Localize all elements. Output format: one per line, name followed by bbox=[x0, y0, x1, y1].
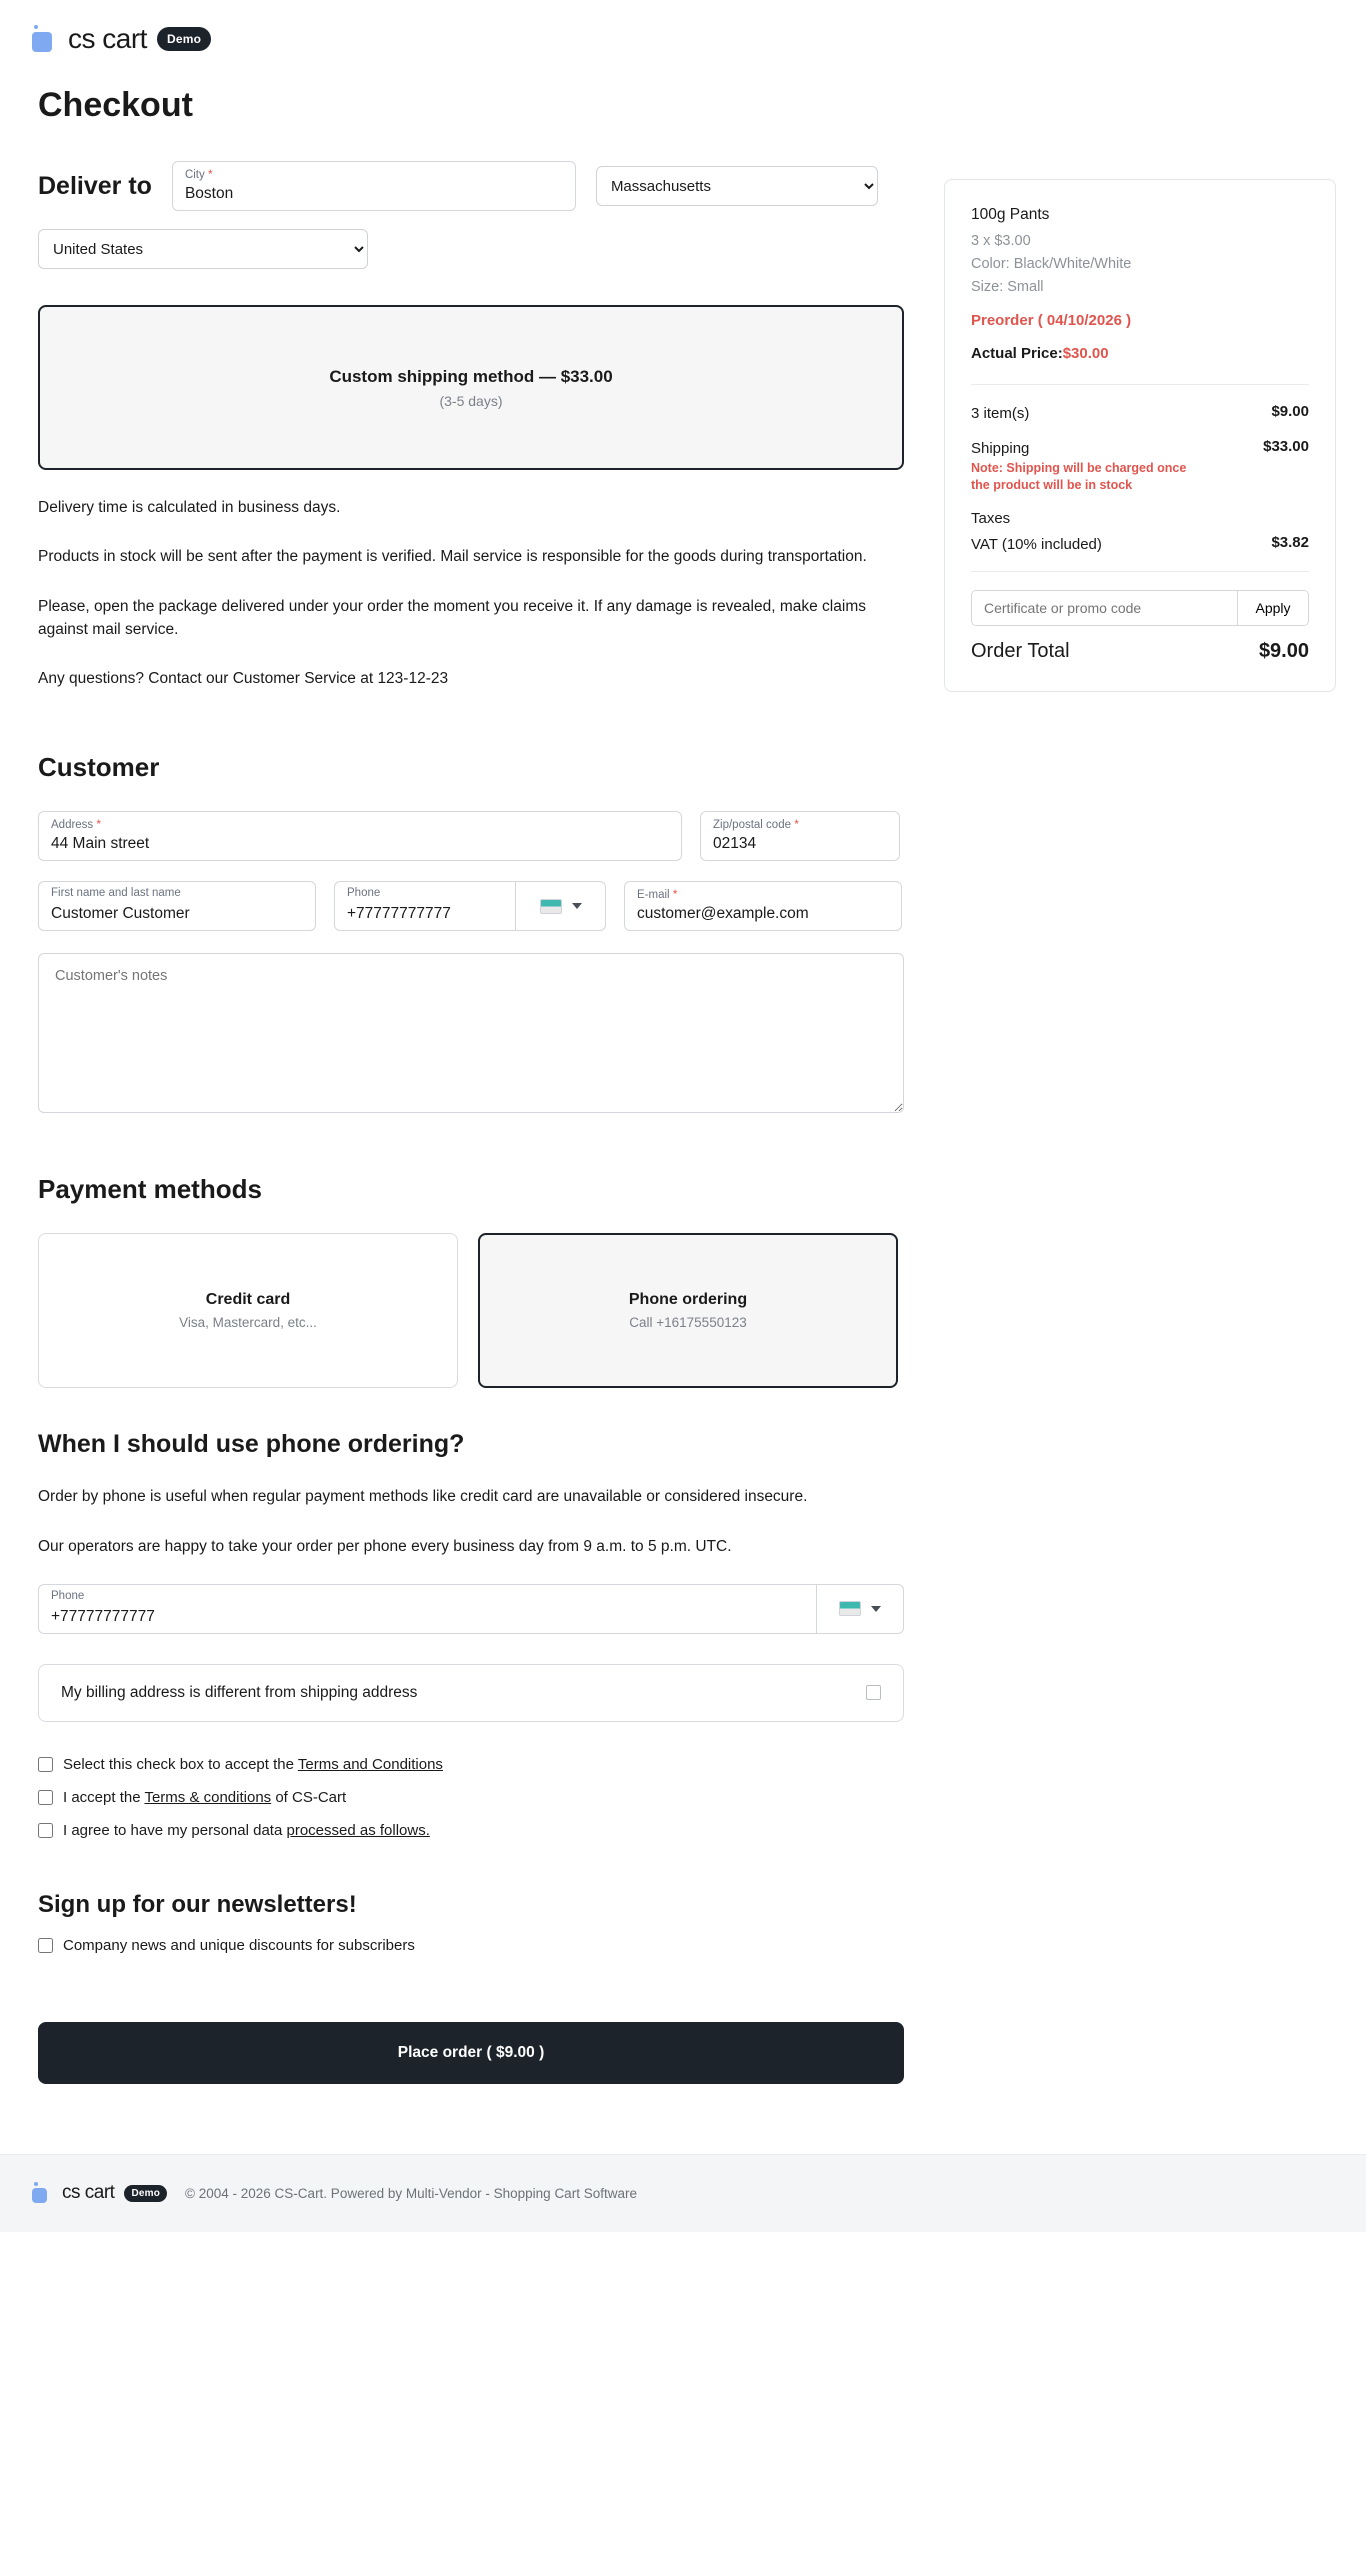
newsletter-options bbox=[38, 1937, 904, 1954]
address-label: Address * bbox=[51, 817, 102, 832]
payment-method-phone-ordering[interactable] bbox=[478, 1233, 898, 1388]
summary-preorder-badge: Preorder ( 04/10/2026 ) bbox=[971, 311, 1132, 329]
site-footer bbox=[0, 2154, 1366, 2232]
order-summary-card bbox=[944, 179, 1336, 692]
summary-product-size: Size: Small bbox=[971, 279, 1044, 296]
deliver-to-row bbox=[32, 161, 904, 211]
footer-demo-badge: Demo bbox=[124, 2185, 167, 2202]
name-input[interactable] bbox=[51, 905, 303, 923]
phone-field[interactable] bbox=[334, 881, 516, 931]
promo-code-row bbox=[971, 590, 1309, 626]
terms-conditions-link[interactable]: Terms & conditions bbox=[144, 1788, 272, 1806]
checkout-page bbox=[0, 86, 1366, 2084]
summary-divider-2 bbox=[971, 571, 1309, 572]
summary-total-label: Order Total bbox=[971, 640, 1070, 663]
summary-shipping-line bbox=[971, 438, 1309, 494]
summary-total-row bbox=[971, 640, 1309, 663]
shipping-method-card[interactable] bbox=[38, 305, 904, 470]
processed-as-follows-link[interactable]: processed as follows. bbox=[286, 1821, 430, 1839]
billing-address-toggle[interactable] bbox=[38, 1664, 904, 1722]
email-field[interactable] bbox=[624, 881, 902, 931]
agreement-text: I agree to have my personal data processed as follows. bbox=[63, 1821, 430, 1839]
payment-method-name: Credit card bbox=[205, 1291, 291, 1309]
newsletter-checkbox[interactable] bbox=[38, 1938, 53, 1953]
summary-items-label: 3 item(s) bbox=[971, 404, 1030, 422]
payment-method-credit-card[interactable] bbox=[38, 1233, 458, 1388]
summary-product-name: 100g Pants bbox=[971, 206, 1050, 223]
shipping-note-4: Any questions? Contact our Customer Service at 123-12-23 bbox=[38, 670, 449, 687]
customer-row-2 bbox=[38, 881, 904, 931]
address-field[interactable] bbox=[38, 811, 682, 861]
summary-shipping-block bbox=[971, 438, 1201, 494]
payment-phone-row bbox=[38, 1584, 904, 1634]
chevron-down-icon bbox=[572, 903, 582, 909]
billing-address-label: My billing address is different from shipping address bbox=[61, 1683, 418, 1701]
payment-phone-label: Phone bbox=[51, 1589, 85, 1602]
phone-input[interactable] bbox=[347, 905, 503, 923]
flag-icon bbox=[540, 899, 562, 914]
summary-shipping-label: Shipping bbox=[971, 440, 1030, 458]
brand-logo[interactable] bbox=[32, 23, 211, 55]
shipping-method-eta: (3-5 days) bbox=[439, 392, 503, 409]
apply-promo-button[interactable]: Apply bbox=[1237, 590, 1309, 626]
newsletter-option-label: Company news and unique discounts for subscribers bbox=[63, 1936, 415, 1954]
logo-square-icon bbox=[32, 26, 58, 52]
terms-and-conditions-link[interactable]: Terms and Conditions bbox=[297, 1755, 443, 1773]
summary-product-color: Color: Black/White/White bbox=[971, 256, 1132, 273]
name-field[interactable] bbox=[38, 881, 316, 931]
agreement-checkbox[interactable] bbox=[38, 1790, 53, 1805]
checkout-main-column bbox=[32, 161, 904, 2084]
shipping-note-1: Delivery time is calculated in business days. bbox=[38, 499, 341, 516]
summary-actual-price: Actual Price:$30.00 bbox=[971, 344, 1109, 362]
summary-shipping-note: Note: Shipping will be charged once the product will be in stock bbox=[971, 461, 1187, 492]
email-label: E-mail * bbox=[637, 887, 678, 902]
summary-taxes-label: Taxes bbox=[971, 509, 1011, 527]
summary-vat-line bbox=[971, 534, 1309, 556]
chevron-down-icon bbox=[871, 1606, 881, 1612]
site-header bbox=[0, 0, 1366, 78]
address-input[interactable] bbox=[51, 835, 669, 853]
payment-method-name: Phone ordering bbox=[628, 1291, 748, 1309]
agreement-terms-and-conditions[interactable] bbox=[38, 1756, 904, 1773]
summary-items-line bbox=[971, 403, 1309, 425]
agreement-cs-cart-terms[interactable] bbox=[38, 1789, 904, 1806]
billing-address-checkbox[interactable] bbox=[866, 1685, 881, 1700]
shipping-note-2: Products in stock will be sent after the payment is verified. Mail service is responsible for the goods during transportation. bbox=[38, 548, 867, 566]
logo-square-icon bbox=[32, 2183, 52, 2203]
agreement-personal-data[interactable] bbox=[38, 1822, 904, 1839]
agreement-text: Select this check box to accept the Terms and Conditions bbox=[63, 1755, 443, 1773]
summary-total-value: $9.00 bbox=[1258, 640, 1309, 663]
state-select[interactable] bbox=[596, 166, 878, 206]
footer-logo[interactable] bbox=[32, 2182, 167, 2204]
phone-ordering-paragraph-1: Order by phone is useful when regular payment methods like credit card are unavailable or considered insecure. bbox=[38, 1488, 808, 1506]
summary-vat-label: VAT (10% included) bbox=[971, 535, 1102, 553]
footer-brand-name: cs cart bbox=[62, 2182, 115, 2204]
zip-label: Zip/postal code * bbox=[713, 817, 799, 832]
phone-ordering-paragraph-2: Our operators are happy to take your order per phone every business day from 9 a.m. to 5 p.m. UTC. bbox=[38, 1537, 732, 1555]
brand-name: cs cart bbox=[68, 23, 147, 54]
order-summary-column bbox=[944, 161, 1336, 692]
phone-group bbox=[334, 881, 606, 931]
summary-shipping-value: $33.00 bbox=[1263, 438, 1309, 456]
newsletter-option[interactable] bbox=[38, 1937, 904, 1954]
summary-vat-value: $3.82 bbox=[1271, 533, 1309, 551]
city-field[interactable] bbox=[172, 161, 576, 211]
agreement-text: I accept the Terms & conditions of CS-Cart bbox=[63, 1788, 347, 1806]
demo-badge: Demo bbox=[157, 27, 211, 51]
page-title: Checkout bbox=[38, 86, 193, 124]
promo-code-input[interactable] bbox=[971, 590, 1237, 626]
customer-section-title: Customer bbox=[38, 752, 160, 783]
payment-methods-row bbox=[38, 1233, 904, 1388]
city-input[interactable] bbox=[185, 185, 563, 203]
phone-label: Phone bbox=[347, 887, 381, 900]
name-label: First name and last name bbox=[51, 887, 181, 900]
email-input[interactable] bbox=[637, 905, 889, 923]
country-select[interactable] bbox=[38, 229, 368, 269]
summary-product-qty-price: 3 x $3.00 bbox=[971, 233, 1031, 249]
payment-method-sub: Visa, Mastercard, etc... bbox=[179, 1315, 317, 1331]
payment-section-title: Payment methods bbox=[38, 1174, 262, 1205]
newsletter-title: Sign up for our newsletters! bbox=[38, 1890, 357, 1918]
customer-row-1 bbox=[38, 811, 904, 861]
summary-items-value: $9.00 bbox=[1271, 402, 1309, 420]
agreements-list bbox=[38, 1756, 904, 1839]
phone-ordering-heading: When I should use phone ordering? bbox=[38, 1430, 465, 1459]
payment-method-sub: Call +16175550123 bbox=[629, 1315, 747, 1331]
footer-copyright: © 2004 - 2026 CS-Cart. Powered by Multi-Vendor - Shopping Cart Software bbox=[185, 2185, 637, 2201]
payment-phone-field[interactable] bbox=[38, 1584, 817, 1634]
shipping-note-3: Please, open the package delivered under your order the moment you receive it. If any damage is revealed, make claims against mail service. bbox=[38, 597, 866, 638]
payment-phone-input[interactable] bbox=[51, 1608, 804, 1626]
agreement-checkbox[interactable] bbox=[38, 1823, 53, 1838]
customer-notes-textarea[interactable] bbox=[38, 953, 904, 1113]
shipping-method-title: Custom shipping method — $33.00 bbox=[329, 366, 613, 386]
zip-field[interactable] bbox=[700, 811, 900, 861]
zip-input[interactable] bbox=[713, 835, 887, 853]
agreement-checkbox[interactable] bbox=[38, 1757, 53, 1772]
summary-divider bbox=[971, 384, 1309, 385]
city-label: City * bbox=[184, 167, 213, 181]
flag-icon bbox=[839, 1601, 861, 1616]
place-order-button[interactable]: Place order ( $9.00 ) bbox=[38, 2022, 904, 2084]
deliver-to-label: Deliver to bbox=[38, 171, 152, 200]
payment-phone-country-selector[interactable] bbox=[817, 1584, 904, 1634]
phone-country-selector[interactable] bbox=[516, 881, 606, 931]
summary-taxes-line bbox=[971, 508, 1309, 530]
